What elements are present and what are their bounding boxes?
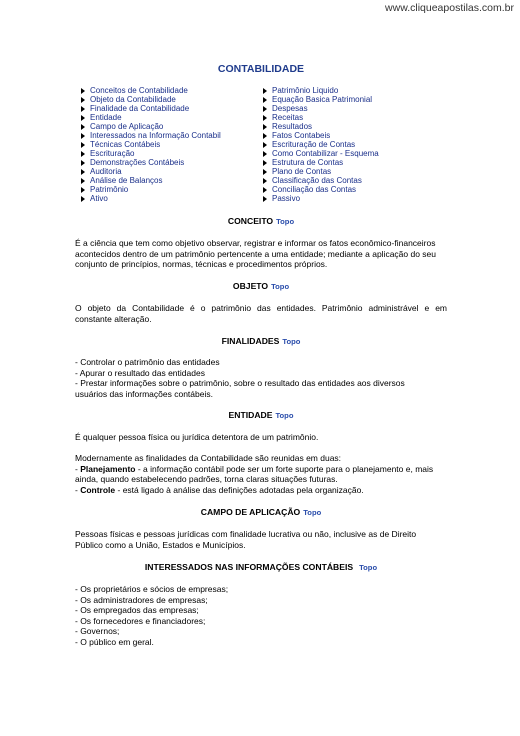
toc-link-label: Objeto da Contabilidade	[90, 95, 176, 104]
term-planejamento: Planejamento	[80, 463, 136, 474]
toc-link-label: Estrutura de Contas	[272, 158, 344, 167]
toc-link-label: Análise de Balanços	[90, 176, 163, 185]
list-item: usuários das informações contábeis.	[75, 388, 213, 399]
toc-link[interactable]	[263, 104, 379, 113]
triangle-bullet-icon	[263, 196, 267, 202]
paragraph-objeto	[75, 303, 447, 324]
text-line: ainda, quando estabelecendo padrões, torna claras situações futuras.	[75, 474, 338, 485]
topo-link[interactable]: Topo	[276, 217, 295, 226]
triangle-bullet-icon	[263, 178, 267, 184]
paragraph-entidade	[75, 432, 447, 443]
triangle-bullet-icon	[81, 160, 85, 166]
toc-link[interactable]	[263, 95, 379, 104]
toc-link[interactable]	[81, 176, 221, 185]
list-item: - Os administradores de empresas;	[75, 594, 208, 605]
watermark-url: www.cliqueapostilas.com.br	[385, 2, 514, 14]
toc-link[interactable]	[263, 86, 379, 95]
toc-link-label: Interessados na Informação Contabil	[90, 131, 221, 140]
triangle-bullet-icon	[81, 124, 85, 130]
dash: -	[75, 463, 81, 474]
triangle-bullet-icon	[263, 115, 267, 121]
list-item-planejamento	[75, 464, 447, 475]
section-heading: FINALIDADES	[221, 336, 280, 346]
toc-link[interactable]	[263, 131, 379, 140]
triangle-bullet-icon	[263, 187, 267, 193]
toc-link[interactable]	[81, 104, 221, 113]
triangle-bullet-icon	[81, 178, 85, 184]
section-heading: INTERESSADOS NAS INFORMAÇÕES CONTÁBEIS	[144, 562, 354, 572]
toc-link[interactable]	[263, 176, 379, 185]
toc-link-label: Despesas	[272, 104, 308, 113]
toc-link[interactable]	[81, 140, 221, 149]
triangle-bullet-icon	[263, 124, 267, 130]
triangle-bullet-icon	[263, 97, 267, 103]
section-heading: CAMPO DE APLICAÇÃO	[200, 507, 301, 517]
triangle-bullet-icon	[81, 106, 85, 112]
triangle-bullet-icon	[81, 187, 85, 193]
toc-link[interactable]	[81, 113, 221, 122]
toc-link[interactable]	[263, 167, 379, 176]
triangle-bullet-icon	[263, 106, 267, 112]
toc-link-label: Classificação das Contas	[272, 176, 362, 185]
list-item: - Prestar informações sobre o patrimônio, sobre o resultado das entidades aos diversos	[75, 378, 405, 389]
paragraph-conceito	[75, 238, 447, 270]
toc-link[interactable]	[263, 158, 379, 167]
toc-link[interactable]	[263, 140, 379, 149]
toc-link[interactable]	[81, 158, 221, 167]
topo-link[interactable]: Topo	[271, 282, 290, 291]
triangle-bullet-icon	[263, 169, 267, 175]
topo-link[interactable]: Topo	[359, 563, 378, 572]
list-item-controle	[75, 485, 447, 496]
list-item: - Apurar o resultado das entidades	[75, 367, 205, 378]
section-title-finalidades	[75, 336, 447, 346]
triangle-bullet-icon	[81, 115, 85, 121]
toc-link-label: Conceitos de Contabilidade	[90, 86, 188, 95]
toc-link-label: Patrimônio	[90, 185, 129, 194]
page-title: CONTABILIDADE	[217, 63, 305, 75]
list-item: - Governos;	[75, 626, 120, 637]
section-title-conceito	[75, 216, 447, 226]
toc-link-label: Passivo	[272, 194, 301, 203]
triangle-bullet-icon	[81, 97, 85, 103]
list-item: - Os fornecedores e financiadores;	[75, 615, 206, 626]
toc-link[interactable]	[81, 86, 221, 95]
topo-link[interactable]: Topo	[275, 411, 294, 420]
toc-right-column	[263, 86, 379, 203]
definition-planejamento: - a informação contábil pode ser um forte suporte para o planejamento e, mais	[135, 463, 434, 474]
toc-link[interactable]	[263, 185, 379, 194]
toc-link[interactable]	[81, 131, 221, 140]
text-line: Público como a União, Estados e Municípios.	[75, 539, 246, 550]
toc-link-label: Campo de Aplicação	[90, 122, 164, 131]
toc-link-label: Entidade	[90, 113, 122, 122]
triangle-bullet-icon	[81, 151, 85, 157]
paragraph-finalidades	[75, 357, 447, 399]
toc-link-label: Demonstrações Contábeis	[90, 158, 185, 167]
toc-link[interactable]	[81, 95, 221, 104]
list-item: - Controlar o patrimônio das entidades	[75, 357, 220, 367]
toc-link-label: Resultados	[272, 122, 313, 131]
triangle-bullet-icon	[263, 160, 267, 166]
toc-link[interactable]	[81, 122, 221, 131]
list-item: - Os empregados das empresas;	[75, 605, 199, 616]
list-item: - Os proprietários e sócios de empresas;	[75, 584, 229, 594]
toc-link[interactable]	[81, 194, 221, 203]
toc-link-label: Equação Basica Patrimonial	[272, 95, 373, 104]
toc-link-label: Conciliação das Contas	[272, 185, 357, 194]
toc-link-label: Auditoria	[90, 167, 122, 176]
definition-controle: - está ligado à análise das definições adotadas pela organização.	[115, 484, 364, 495]
term-controle: Controle	[80, 484, 116, 495]
triangle-bullet-icon	[81, 142, 85, 148]
toc-link[interactable]	[81, 167, 221, 176]
section-title-campo	[75, 507, 447, 517]
section-title-objeto	[75, 281, 447, 291]
toc-link[interactable]	[81, 149, 221, 158]
text-line: É a ciência que tem como objetivo observar, registrar e informar os fatos econômico-financeiros	[75, 238, 436, 248]
toc-link-label: Como Contabilizar - Esquema	[272, 149, 379, 158]
paragraph-interessados	[75, 584, 447, 648]
toc-link[interactable]	[263, 149, 379, 158]
text-line: É qualquer pessoa física ou jurídica detentora de um patrimônio.	[75, 432, 319, 442]
toc-link-label: Técnicas Contábeis	[90, 140, 161, 149]
text-line: constante alteração.	[75, 313, 152, 324]
section-heading: OBJETO	[232, 281, 269, 291]
toc-link[interactable]	[263, 122, 379, 131]
text-line: acontecidos dentro de um patrimônio pertencente a uma entidade; mediante a aplicação do seu	[75, 248, 437, 259]
section-heading: ENTIDADE	[228, 410, 273, 420]
section-title-entidade	[75, 410, 447, 420]
topo-link[interactable]: Topo	[282, 337, 301, 346]
text-line: Pessoas físicas e pessoas jurídicas com finalidade lucrativa ou não, inclusive as de Direito	[75, 529, 417, 539]
toc-link-label: Escrituração de Contas	[272, 140, 356, 149]
triangle-bullet-icon	[81, 169, 85, 175]
toc-link-label: Finalidade da Contabilidade	[90, 104, 190, 113]
triangle-bullet-icon	[81, 196, 85, 202]
toc-link[interactable]	[263, 113, 379, 122]
toc-link-label: Receitas	[272, 113, 304, 122]
paragraph-campo	[75, 529, 447, 550]
toc-link-label: Escrituração	[90, 149, 135, 158]
text-line: O objeto da Contabilidade é o patrimônio das entidades. Patrimônio administrável e em	[75, 303, 447, 313]
toc-link-label: Fatos Contabeis	[272, 131, 331, 140]
triangle-bullet-icon	[263, 151, 267, 157]
toc-link[interactable]	[263, 194, 379, 203]
triangle-bullet-icon	[263, 142, 267, 148]
toc-link-label: Plano de Contas	[272, 167, 332, 176]
toc-link[interactable]	[81, 185, 221, 194]
paragraph-entidade-finalidades	[75, 453, 447, 495]
section-title-interessados	[75, 562, 447, 572]
triangle-bullet-icon	[81, 88, 85, 94]
toc-link-label: Ativo	[90, 194, 108, 203]
dash: -	[75, 484, 81, 495]
text-line: conjunto de princípios, normas, técnicas e procedimentos próprios.	[75, 259, 328, 270]
toc-left-column	[81, 86, 221, 203]
triangle-bullet-icon	[81, 133, 85, 139]
triangle-bullet-icon	[263, 88, 267, 94]
section-heading: CONCEITO	[227, 216, 274, 226]
text-line: Modernamente as finalidades da Contabilidade são reunidas em duas:	[75, 453, 342, 463]
topo-link[interactable]: Topo	[303, 508, 322, 517]
list-item: - O público em geral.	[75, 636, 154, 647]
triangle-bullet-icon	[263, 133, 267, 139]
toc-link-label: Patrimônio Liquido	[272, 86, 339, 95]
